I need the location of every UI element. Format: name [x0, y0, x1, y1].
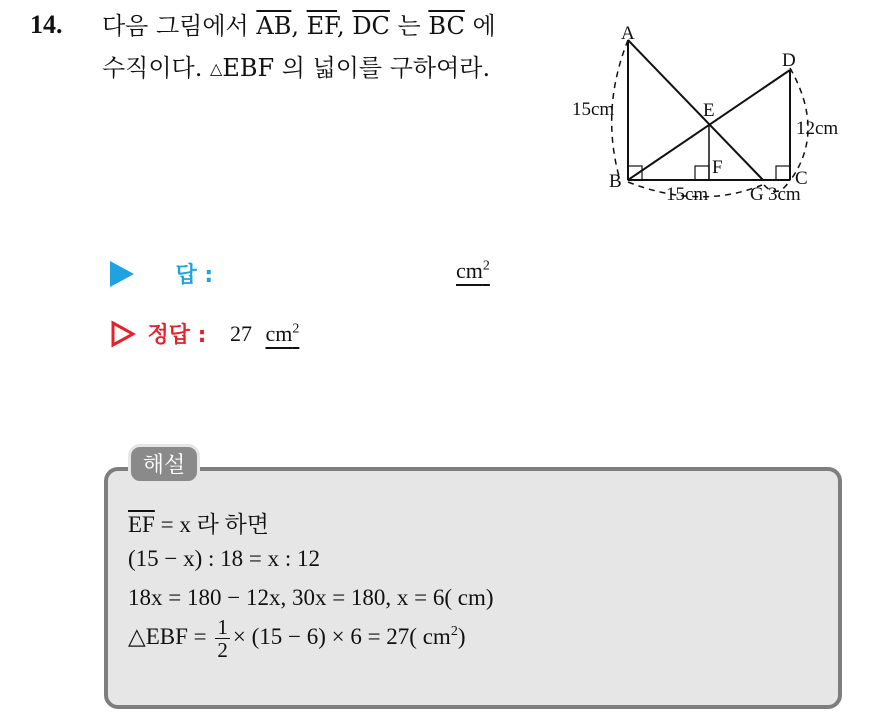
label-f: F [712, 157, 723, 178]
correct-answer-value: 27 [229, 320, 252, 346]
segment-ag-line [628, 40, 763, 180]
label-a: A [621, 23, 635, 44]
question-text: EBF 의 넓이를 구하여라. [222, 54, 491, 82]
question-text: 수직이다. [102, 54, 210, 82]
question-text: 는 [389, 12, 429, 40]
segment-dc: $\overline{DC}$ [352, 12, 390, 40]
label-b: B [609, 171, 622, 192]
label-g: G [750, 184, 764, 205]
label-e: E [703, 100, 715, 121]
play-outline-icon [110, 320, 136, 348]
segment-ef: $\overline{EF}$ [128, 512, 155, 537]
explanation-text: = x 라 하면 [154, 512, 269, 537]
segment-ef: $\overline{EF}$ [306, 12, 338, 40]
explanation-tab: 해설 [128, 444, 200, 484]
segment-bc: $\overline{BC}$ [428, 12, 465, 40]
correct-answer-row [110, 318, 299, 349]
right-angle-c [776, 166, 790, 180]
segment-ab: $\overline{AB}$ [256, 12, 292, 40]
correct-answer-label: 정답 : [147, 323, 207, 348]
label-d: D [782, 50, 796, 71]
answer-unit[interactable] [456, 258, 490, 284]
label-dc-length: 12cm [796, 118, 839, 139]
question-line-1 [102, 12, 496, 40]
answer-unit-text: $cm^2$ [456, 258, 490, 283]
exponent: 2 [450, 624, 458, 640]
explanation-line-4 [128, 616, 465, 661]
explanation-line-3: 18x = 180 − 12x, 30x = 180, x = 6( cm) [128, 585, 494, 610]
label-gc-length: 3cm [768, 184, 801, 205]
triangle-symbol: △ [210, 59, 223, 78]
label-c: C [795, 168, 808, 189]
label-bg-length: 15cm [666, 184, 709, 205]
answer-row [110, 258, 213, 289]
explanation-text: × (15 − 6) × 6 = 27( cm [232, 623, 451, 649]
question-text: 에 [464, 12, 496, 40]
correct-answer-unit: $cm^2$ [265, 320, 300, 346]
explanation-line-2: (15 − x) : 18 = x : 12 [128, 546, 321, 571]
label-ab-length: 15cm [572, 99, 615, 120]
question-number: 14. [30, 10, 63, 39]
separator: , [291, 12, 307, 40]
fraction: $\frac{1}{2}$ [217, 615, 228, 662]
explanation-line-1 [128, 506, 269, 539]
right-angle-f [695, 166, 709, 180]
explanation-text: △EBF = [128, 623, 213, 649]
separator: , [337, 12, 353, 40]
explanation-text: ) [457, 623, 466, 649]
question-text: 다음 그림에서 [102, 12, 257, 40]
play-icon [110, 261, 134, 287]
geometry-figure [560, 20, 860, 210]
question-line-2 [102, 54, 490, 83]
answer-label: 답 : [175, 263, 214, 288]
